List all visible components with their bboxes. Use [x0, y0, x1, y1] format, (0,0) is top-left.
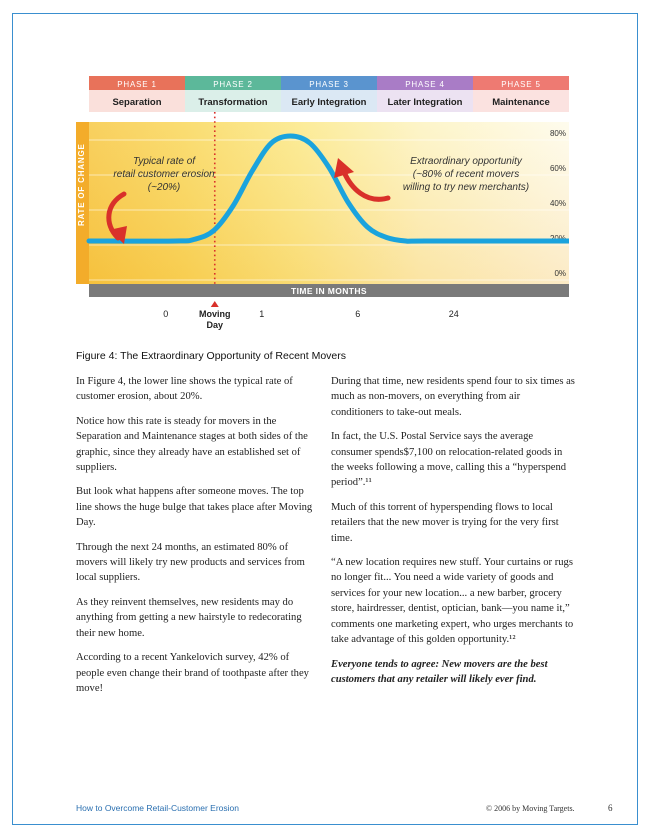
phase-number: PHASE 3: [309, 80, 349, 89]
phase-chart-svg: [76, 76, 569, 336]
paragraph: During that time, new residents spend four to six times as much as non-movers, on everything from air conditioners to take-out meals.: [331, 376, 575, 418]
phase-name: Early Integration: [291, 97, 367, 108]
x-tick-label: 24: [448, 309, 459, 319]
paragraph: “A new location requires new stuff. Your curtains or rugs no longer fit... You need a wide variety of goods and services for your new location... a new barber, grocery store, hairdresser, dentist, optician, bank—you name it,” comments one marketing expert, who urges merchants to take advantage of this golden opportunity.¹²: [331, 557, 574, 646]
paragraph: As they reinvent themselves, new residents may do anything from getting a new hairstyle to redecorating their new home.: [76, 596, 302, 639]
phase-number: PHASE 5: [501, 80, 541, 89]
paragraph: According to a recent Yankelovich survey, 42% of people even change their brand of toothpaste after they move!: [76, 652, 309, 694]
plot-shading: [76, 122, 569, 284]
y-tick-label: 0%: [554, 269, 566, 278]
footer-title: How to Overcome Retail-Customer Erosion: [76, 803, 239, 813]
left-column: [76, 374, 320, 705]
x-axis-label: TIME IN MONTHS: [291, 286, 367, 296]
y-tick-label: 40%: [549, 199, 566, 208]
y-tick-label: 60%: [549, 164, 566, 173]
page-number: 6: [608, 803, 613, 813]
annotation-erosion: Typical rate of: [132, 156, 196, 167]
annotation-opportunity: willing to try new merchants): [402, 182, 530, 193]
phase-number: PHASE 4: [405, 80, 445, 89]
paragraph: In fact, the U.S. Postal Service says the average consumer spends$7,100 on relocation-related goods in the weeks following a move, calling this a “hyperspend period”.¹¹: [331, 431, 567, 489]
paragraph: Much of this torrent of hyperspending flows to local retailers that the new mover is trying for the very first time.: [331, 501, 559, 544]
x-tick-label: Day: [206, 320, 224, 330]
right-column: [331, 374, 575, 696]
y-axis-label: RATE OF CHANGE: [77, 143, 86, 226]
phase-number: PHASE 1: [117, 80, 157, 89]
annotation-opportunity: Extraordinary opportunity: [410, 156, 522, 167]
paragraph: Notice how this rate is steady for movers in the Separation and Maintenance stages at both sides of the graphic, since they already have an established set of suppliers.: [76, 415, 308, 474]
figure-caption: Figure 4: The Extraordinary Opportunity of Recent Movers: [76, 350, 347, 362]
y-tick-label: 20%: [549, 234, 566, 243]
x-tick-label: 6: [355, 309, 361, 319]
paragraph: But look what happens after someone moves. The top line shows the huge bulge that takes place after Moving Day.: [76, 486, 313, 529]
closing-statement: Everyone tends to agree: New movers are the best customers that any retailer will likely ever find.: [331, 658, 548, 685]
phase-number: PHASE 2: [213, 80, 253, 89]
paragraph: In Figure 4, the lower line shows the typical rate of customer erosion, about 20%.: [76, 376, 293, 403]
x-tick-label: Moving: [199, 309, 231, 319]
y-tick-label: 80%: [549, 129, 566, 138]
phase-name: Later Integration: [387, 97, 463, 108]
phase-chart: [76, 76, 569, 336]
phase-name: Separation: [112, 97, 162, 108]
annotation-erosion: (~20%): [147, 182, 181, 193]
annotation-opportunity: (~80% of recent movers: [412, 169, 520, 180]
phase-name: Maintenance: [492, 97, 550, 108]
annotation-erosion: retail customer erosion: [113, 169, 215, 180]
x-tick-label: 1: [259, 309, 265, 319]
footer-copyright: © 2006 by Moving Targets.: [486, 804, 575, 813]
paragraph: Through the next 24 months, an estimated 80% of movers will likely try new products and services from local suppliers.: [76, 541, 305, 584]
phase-name: Transformation: [198, 97, 268, 108]
x-tick-label: 0: [163, 309, 169, 319]
moving-day-marker: [211, 301, 219, 307]
